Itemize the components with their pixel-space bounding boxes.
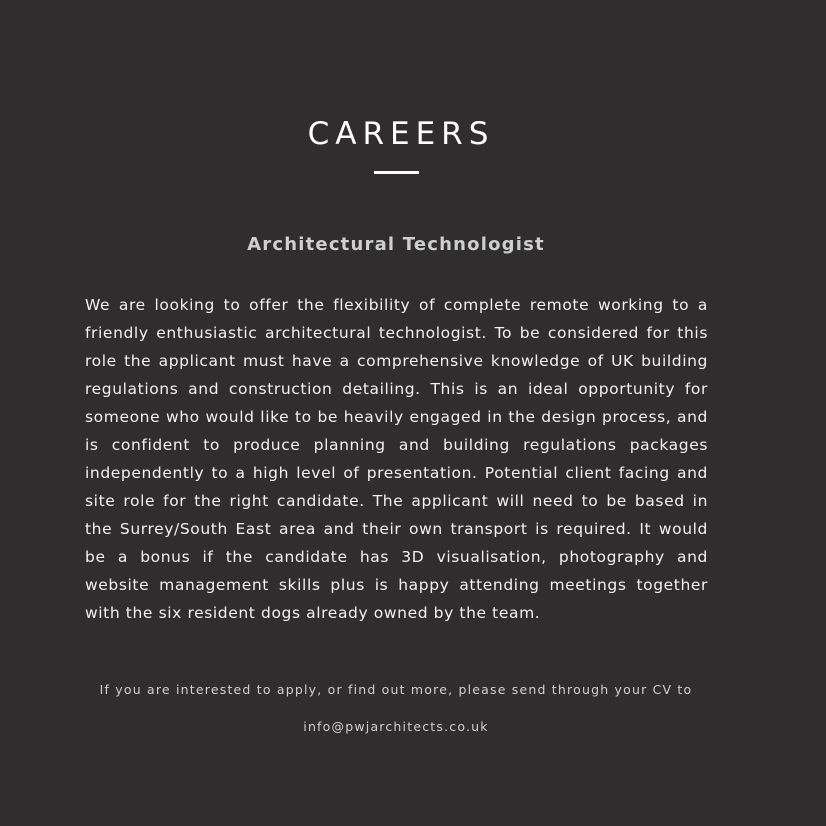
title-underline: [374, 171, 419, 174]
apply-instructions: If you are interested to apply, or find out more, please send through your CV to: [99, 682, 693, 697]
job-description: We are looking to offer the flexibility of complete remote working to a friendly enthusiastic architectural technologist. To be considered for this role the applicant must have a comprehensive knowledge of UK building regulations and construction detailing. This is an ideal opportunity for someone who would like to be heavily engaged in the design process, and is confident to produce planning and building regulations packages independently to a high level of presentation. Potential client facing and site role for the right candidate. The applicant will need to be based in the Surrey/South East area and their own transport is required. It would be a bonus if the candidate has 3D visualisation, photography and website management skills plus is happy attending meetings together with the six resident dogs already owned by the team.: [85, 296, 708, 622]
page-title: CAREERS: [307, 116, 495, 152]
email-link[interactable]: info@pwjarchitects.co.uk: [303, 719, 489, 734]
job-title: Architectural Technologist: [247, 234, 545, 255]
